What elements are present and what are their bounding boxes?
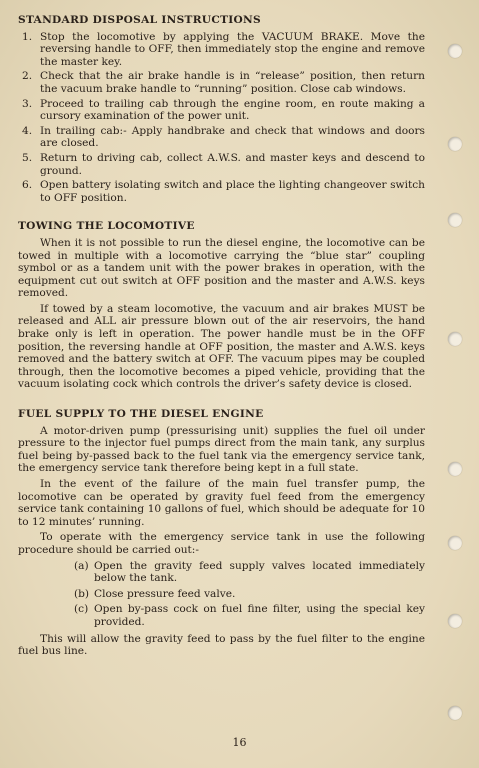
- paragraph: If towed by a steam locomotive, the vacuum and air brakes MUST be released and ALL air pressure blown out of the air reservoirs, the hand brake only is left in operation. The power handle must be in the OFF position, the reversing handle at OFF position, the master and A.W.S. keys removed and the battery switch at OFF. The vacuum pipes may be coupled through, then the locomotive becomes a piped vehicle, providing that the vacuum isolating cock which controls the driver’s safety device is closed.: [18, 302, 425, 391]
- list-item: [18, 588, 425, 601]
- list-item: [18, 70, 425, 95]
- list-item: [18, 125, 425, 150]
- list-item: [18, 179, 425, 204]
- step-text: Proceed to trailing cab through the engine room, en route making a cursory examination of the power unit.: [40, 97, 425, 123]
- step-number: 3.: [22, 97, 33, 110]
- step-text: In trailing cab:- Apply handbrake and check that windows and doors are closed.: [40, 124, 425, 150]
- section-spacer: [18, 206, 425, 220]
- substep-label: (a): [74, 559, 89, 572]
- binder-hole: [448, 213, 462, 227]
- disposal-section: [18, 14, 425, 204]
- step-text: Check that the air brake handle is in “release” position, then return the vacuum brake handle to “running” position. Close cab windows.: [40, 70, 425, 95]
- step-number: 5.: [22, 151, 33, 164]
- towing-section: [18, 220, 425, 391]
- section-heading: STANDARD DISPOSAL INSTRUCTIONS: [18, 14, 261, 26]
- list-item: [18, 152, 425, 177]
- binder-hole: [448, 536, 462, 550]
- substep-text: Open by-pass cock on fuel fine filter, using the special key provided.: [94, 603, 425, 628]
- step-number: 1.: [22, 30, 33, 43]
- step-number: 6.: [22, 179, 33, 192]
- step-number: 4.: [22, 124, 33, 137]
- substep-label: (c): [74, 603, 89, 616]
- paragraph: To operate with the emergency service tank in use the following procedure should be carried out:-: [18, 531, 425, 556]
- substep-label: (b): [74, 587, 90, 600]
- binder-hole: [448, 332, 462, 346]
- substep-text: Close pressure feed valve.: [94, 587, 236, 600]
- step-text: Open battery isolating switch and place the lighting changeover switch to OFF position.: [40, 179, 425, 204]
- binder-hole: [448, 462, 462, 476]
- paragraph: A motor-driven pump (pressurising unit) supplies the fuel oil under pressure to the injector fuel pumps direct from the main tank, any surplus fuel being by-passed back to the fuel tank via the emergency service tank, the emergency service tank therefore being kept in a full state.: [18, 424, 425, 475]
- list-item: [18, 98, 425, 123]
- substep-text: Open the gravity feed supply valves located immediately below the tank.: [94, 559, 425, 585]
- paragraph: In the event of the failure of the main fuel transfer pump, the locomotive can be operated by gravity fuel feed from the emergency service tank containing 10 gallons of fuel, which should be adequate for 10 to 12 minutes’ running.: [18, 478, 425, 528]
- fuel-section: [18, 408, 425, 658]
- binder-hole: [448, 137, 462, 151]
- list-item: [18, 31, 425, 69]
- list-item: [18, 560, 425, 585]
- disposal-steps: [18, 31, 425, 205]
- fuel-substeps: [18, 560, 425, 629]
- paragraph: When it is not possible to run the diesel engine, the locomotive can be towed in multiple with a locomotive carrying the “blue star” coupling symbol or as a tandem unit with the power brakes in operation, with the equipment cut out switch at OFF position and the master and A.W.S. keys removed.: [18, 236, 425, 300]
- binder-hole: [448, 706, 462, 720]
- binder-hole: [448, 44, 462, 58]
- step-text: Return to driving cab, collect A.W.S. and master keys and descend to ground.: [40, 151, 425, 177]
- section-heading: FUEL SUPPLY TO THE DIESEL ENGINE: [18, 408, 264, 421]
- paragraph: This will allow the gravity feed to pass by the fuel filter to the engine fuel bus line.: [18, 632, 425, 658]
- section-spacer: [18, 394, 425, 408]
- step-text: Stop the locomotive by applying the VACUUM BRAKE. Move the reversing handle to OFF, then immediately stop the engine and remove the master key.: [40, 30, 425, 68]
- section-heading: TOWING THE LOCOMOTIVE: [18, 220, 195, 233]
- page-number: 16: [232, 736, 247, 749]
- page-content: [18, 14, 425, 661]
- step-number: 2.: [22, 70, 33, 83]
- list-item: [18, 603, 425, 628]
- binder-hole: [448, 614, 462, 628]
